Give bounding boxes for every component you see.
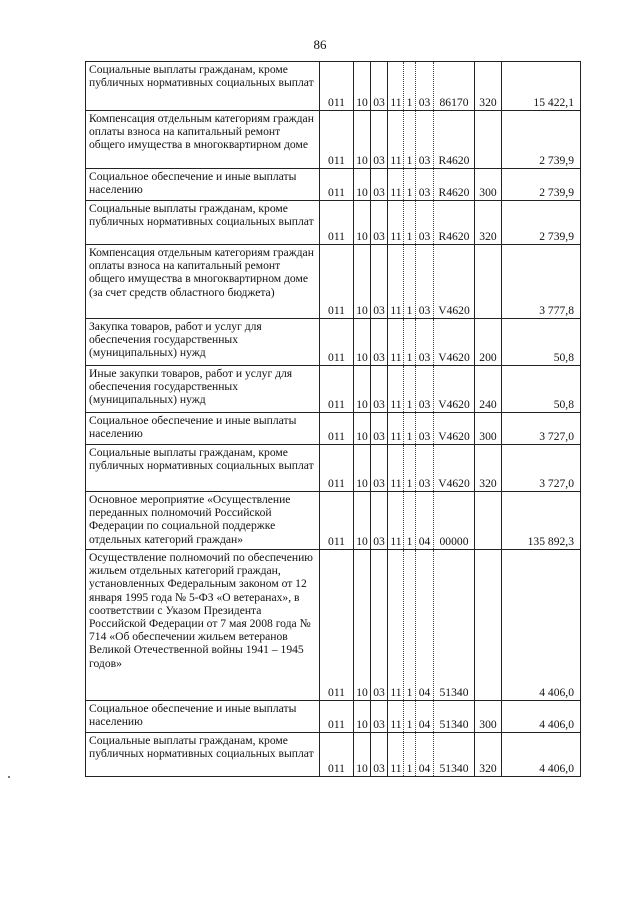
row-subsection: 03 [371,111,388,169]
table-row [86,62,581,111]
row-subprogram: 1 [404,701,416,733]
row-direction: 00000 [434,492,475,550]
row-grbs: 011 [320,733,354,777]
row-grbs: 011 [320,169,354,201]
row-direction: 51340 [434,701,475,733]
row-program: 11 [388,550,404,701]
row-expense-type [475,550,502,701]
row-program: 11 [388,733,404,777]
row-amount: 3 777,8 [502,245,581,319]
row-name: Социальные выплаты гражданам, кроме публичных нормативных социальных выплат [86,62,320,111]
row-amount: 135 892,3 [502,492,581,550]
row-subsection: 03 [371,169,388,201]
row-program: 11 [388,62,404,111]
row-section: 10 [354,445,371,492]
row-grbs: 011 [320,111,354,169]
row-program: 11 [388,111,404,169]
row-section: 10 [354,492,371,550]
row-name: Социальное обеспечение и иные выплаты населению [86,413,320,445]
margin-mark [8,776,10,778]
table-row [86,445,581,492]
row-subprogram: 1 [404,201,416,245]
row-direction: R4620 [434,169,475,201]
row-subprogram: 1 [404,492,416,550]
row-main-activity: 03 [416,245,434,319]
row-section: 10 [354,550,371,701]
row-section: 10 [354,111,371,169]
row-main-activity: 03 [416,413,434,445]
row-section: 10 [354,245,371,319]
row-direction: 86170 [434,62,475,111]
row-direction: V4620 [434,445,475,492]
table-row [86,319,581,366]
row-program: 11 [388,169,404,201]
row-direction: V4620 [434,366,475,413]
row-grbs: 011 [320,550,354,701]
page-number: 86 [313,37,327,52]
row-grbs: 011 [320,366,354,413]
row-section: 10 [354,169,371,201]
row-direction: R4620 [434,111,475,169]
row-name: Социальные выплаты гражданам, кроме публичных нормативных социальных выплат [86,445,320,492]
table-row [86,733,581,777]
row-main-activity: 03 [416,111,434,169]
row-subprogram: 1 [404,169,416,201]
row-amount: 4 406,0 [502,733,581,777]
row-main-activity: 04 [416,733,434,777]
table-row [86,701,581,733]
row-section: 10 [354,319,371,366]
row-amount: 15 422,1 [502,62,581,111]
row-direction: V4620 [434,245,475,319]
row-name: Иные закупки товаров, работ и услуг для обеспечения государственных (муниципальных) нужд [86,366,320,413]
row-grbs: 011 [320,62,354,111]
table-row [86,550,581,701]
table-row [86,413,581,445]
table-row [86,245,581,319]
row-subprogram: 1 [404,319,416,366]
row-grbs: 011 [320,319,354,366]
row-main-activity: 04 [416,550,434,701]
row-expense-type: 300 [475,413,502,445]
row-amount: 4 406,0 [502,701,581,733]
row-name: Социальные выплаты гражданам, кроме публичных нормативных социальных выплат [86,733,320,777]
row-program: 11 [388,701,404,733]
row-main-activity: 03 [416,319,434,366]
row-program: 11 [388,413,404,445]
row-subprogram: 1 [404,245,416,319]
row-program: 11 [388,445,404,492]
row-amount: 50,8 [502,319,581,366]
row-subsection: 03 [371,550,388,701]
row-amount: 2 739,9 [502,111,581,169]
row-section: 10 [354,62,371,111]
table-row [86,169,581,201]
row-name: Компенсация отдельным категориям граждан оплаты взноса на капитальный ремонт общего имущества в многоквартирном доме [86,111,320,169]
row-grbs: 011 [320,701,354,733]
row-subsection: 03 [371,319,388,366]
row-name: Социальное обеспечение и иные выплаты населению [86,701,320,733]
row-expense-type [475,492,502,550]
row-amount: 4 406,0 [502,550,581,701]
table-row [86,492,581,550]
row-direction: R4620 [434,201,475,245]
row-subsection: 03 [371,62,388,111]
row-main-activity: 03 [416,366,434,413]
row-expense-type: 320 [475,201,502,245]
row-subprogram: 1 [404,550,416,701]
row-section: 10 [354,201,371,245]
row-direction: V4620 [434,413,475,445]
row-subprogram: 1 [404,445,416,492]
row-section: 10 [354,366,371,413]
row-direction: 51340 [434,733,475,777]
row-name: Социальные выплаты гражданам, кроме публичных нормативных социальных выплат [86,201,320,245]
table-row [86,366,581,413]
row-expense-type: 300 [475,169,502,201]
budget-table [85,61,581,777]
row-expense-type: 320 [475,445,502,492]
row-amount: 3 727,0 [502,445,581,492]
row-expense-type: 320 [475,733,502,777]
row-name: Закупка товаров, работ и услуг для обеспечения государственных (муниципальных) нужд [86,319,320,366]
row-subsection: 03 [371,413,388,445]
row-subprogram: 1 [404,62,416,111]
row-main-activity: 03 [416,445,434,492]
row-expense-type: 320 [475,62,502,111]
row-grbs: 011 [320,492,354,550]
row-grbs: 011 [320,201,354,245]
row-name: Основное мероприятие «Осуществление переданных полномочий Российской Федерации по социальной поддержке отдельных категорий граждан» [86,492,320,550]
table-row [86,201,581,245]
row-grbs: 011 [320,445,354,492]
row-amount: 50,8 [502,366,581,413]
row-expense-type: 200 [475,319,502,366]
row-amount: 2 739,9 [502,201,581,245]
row-program: 11 [388,492,404,550]
row-subsection: 03 [371,245,388,319]
row-subsection: 03 [371,366,388,413]
row-subprogram: 1 [404,733,416,777]
row-grbs: 011 [320,245,354,319]
row-expense-type: 240 [475,366,502,413]
row-name: Осуществление полномочий по обеспечению жильем отдельных категорий граждан, установленных Федеральным законом от 12 января 1995 года № 5-ФЗ «О ветеранах», в соответствии с Указом Президента Российской Федерации от 7 мая 2008 года № 714 «Об обеспечении жильем ветеранов Великой Отечественной войны 1941 – 1945 годов» [86,550,320,701]
row-main-activity: 03 [416,201,434,245]
row-program: 11 [388,201,404,245]
row-expense-type [475,111,502,169]
row-program: 11 [388,366,404,413]
row-subprogram: 1 [404,413,416,445]
row-expense-type: 300 [475,701,502,733]
row-amount: 2 739,9 [502,169,581,201]
row-direction: V4620 [434,319,475,366]
row-expense-type [475,245,502,319]
row-program: 11 [388,245,404,319]
row-main-activity: 03 [416,169,434,201]
row-main-activity: 04 [416,701,434,733]
row-main-activity: 03 [416,62,434,111]
row-subsection: 03 [371,701,388,733]
row-name: Социальное обеспечение и иные выплаты населению [86,169,320,201]
row-main-activity: 04 [416,492,434,550]
row-subsection: 03 [371,201,388,245]
row-section: 10 [354,733,371,777]
row-subsection: 03 [371,733,388,777]
row-subsection: 03 [371,445,388,492]
row-subprogram: 1 [404,111,416,169]
row-grbs: 011 [320,413,354,445]
row-subsection: 03 [371,492,388,550]
row-section: 10 [354,701,371,733]
row-amount: 3 727,0 [502,413,581,445]
row-program: 11 [388,319,404,366]
row-direction: 51340 [434,550,475,701]
row-section: 10 [354,413,371,445]
table-row [86,111,581,169]
row-name: Компенсация отдельным категориям граждан оплаты взноса на капитальный ремонт общего имущества в многоквартирном доме (за счет средств областного бюджета) [86,245,320,319]
row-subprogram: 1 [404,366,416,413]
